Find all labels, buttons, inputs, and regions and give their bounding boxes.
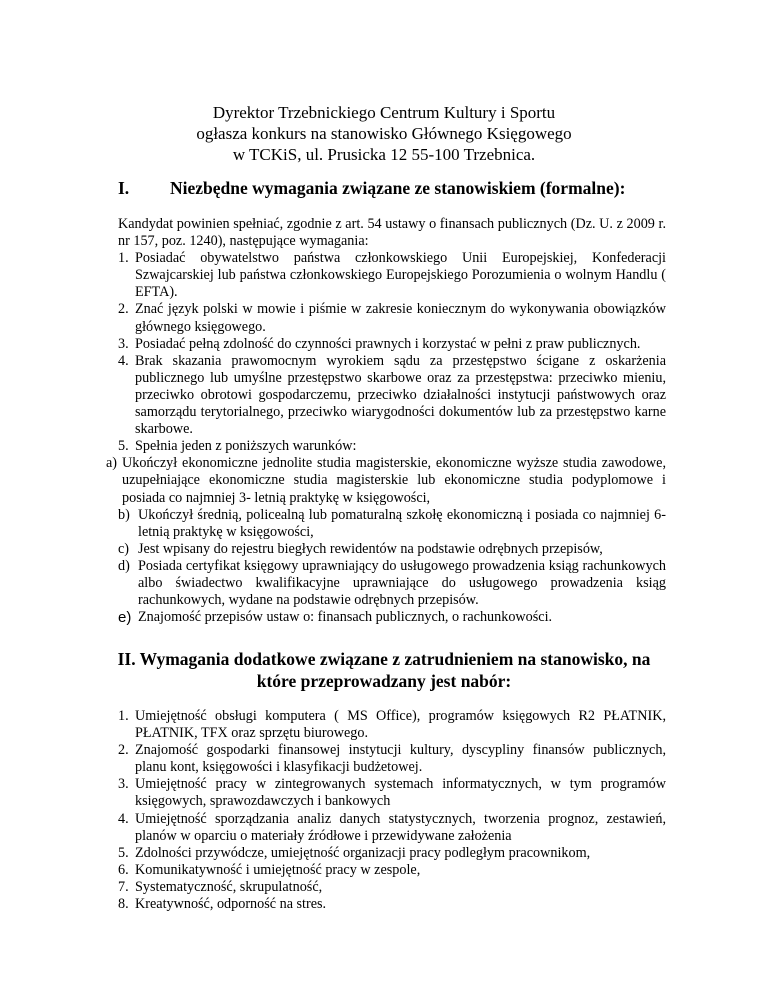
section-1-heading [118,178,625,199]
list-item-text: Posiadać obywatelstwo państwa członkowskiego Unii Europejskiej, Konfederacji Szwajcarskiej lub państwa członkowskiego Europejskiego Porozumienia o wolnym Handlu ( EFTA). [135,250,666,301]
sublist-item-text: Znajomość przepisów ustaw o: finansach publicznych, o rachunkowości. [138,609,553,626]
list-marker: 4. [118,810,129,827]
list-marker: 5. [118,438,129,455]
list-item [118,250,666,301]
list-item [118,811,666,845]
sublist-item-text: Ukończył średnią, policealną lub pomaturalną szkołę ekonomiczną i posiada co najmniej 6- letnią praktykę w księgowości, [138,506,666,540]
list-item-text: Znać język polski w mowie i piśmie w zakresie koniecznym do wykonywania obowiązków głównego księgowego. [135,301,666,335]
list-item [118,845,666,862]
section-1-title: Niezbędne wymagania związane ze stanowiskiem (formalne): [170,178,626,198]
sublist-item [118,609,666,626]
sublist-item-text: Jest wpisany do rejestru biegłych rewidentów na podstawie odrębnych przepisów, [138,540,603,557]
list-item-text: Brak skazania prawomocnym wyrokiem sądu za przestępstwo ścigane z oskarżenia publicznego lub umyślne przestępstwo skarbowe oraz za przestępstwa: przeciwko mieniu, przeciwko obrotowi gospodarczemu, przeciwko działalności instytucji państwowych oraz samorządu terytorialnego, przeciwko wiarygodności dokumentów lub za przestępstwo karne skarbowe. [135,352,666,438]
additional-requirements-list [118,708,666,913]
sublist-item [118,541,666,558]
list-marker: 7. [118,878,129,895]
section-1-body [106,216,666,627]
sublist-item [118,558,666,609]
list-marker: 3. [118,335,129,352]
sublist-marker: d) [118,557,130,574]
header-line-3: w TCKiS, ul. Prusicka 12 55-100 Trzebnica. [232,145,536,164]
section-1-intro: Kandydat powinien spełniać, zgodnie z art. 54 ustawy o finansach publicznych (Dz. U. z 2009 r. nr 157, poz. 1240), następujące wymagania: [118,216,666,250]
list-marker: 4. [118,352,129,369]
document-header [0,102,768,165]
sublist-item-text: Posiada certyfikat księgowy uprawniający do usługowego prowadzenia ksiąg rachunkowych albo świadectwo kwalifikacyjne uprawniające do usługowego prowadzenia ksiąg rachunkowych, wydane na podstawie odrębnych przepisów. [138,557,666,609]
requirements-list [118,250,666,455]
list-item-text: Umiejętność obsługi komputera ( MS Office), programów księgowych R2 PŁATNIK, PŁATNIK, TFX oraz sprzętu biurowego. [135,708,666,742]
list-item [118,353,666,438]
sublist-item [118,507,666,541]
sublist-item [106,455,666,506]
list-item-text: Kreatywność, odporność na stres. [135,896,327,913]
list-item-text: Posiadać pełną zdolność do czynności prawnych i korzystać w pełni z praw publicznych. [135,335,641,352]
header-line-1: Dyrektor Trzebnickiego Centrum Kultury i Sportu [212,103,556,122]
sublist-marker: c) [118,540,130,557]
list-item [118,879,666,896]
list-item-text: Spełnia jeden z poniższych warunków: [135,438,357,455]
list-marker: 5. [118,844,129,861]
sublist-marker: a) [106,455,118,472]
section-2-body [118,708,666,913]
section-2-heading: II. Wymagania dodatkowe związane z zatrudnieniem na stanowisko, na które przeprowadzany jest nabór: [117,649,651,691]
list-marker: 1. [118,708,129,724]
list-marker: 2. [118,301,129,318]
list-item [118,896,666,913]
sublist-marker: b) [118,506,130,523]
sublist-item-text: Ukończył ekonomiczne jednolite studia magisterskie, ekonomiczne wyższe studia zawodowe, uzupełniające ekonomiczne studia magisterskie lub ekonomiczne studia podyplomowe i posiada co najmniej 3- letnią praktykę w księgowości, [122,455,666,506]
section-1-number: I. [118,178,130,198]
list-item [118,776,666,810]
list-marker: 3. [118,776,129,793]
conditions-sublist [106,455,666,627]
list-item [118,438,666,455]
list-item-text: Umiejętność pracy w zintegrowanych systemach informatycznych, w tym programów księgowych, sprawozdawczych i bankowych [135,776,666,810]
list-item-text: Komunikatywność i umiejętność pracy w zespole, [135,861,421,878]
list-item [118,336,666,353]
list-item-text: Zdolności przywódcze, umiejętność organizacji pracy podległym pracownikom, [135,844,591,861]
list-marker: 8. [118,896,129,913]
list-item-text: Umiejętność sporządzania analiz danych statystycznych, tworzenia prognoz, zestawień, planów w oparciu o materiały źródłowe i przewidywane założenia [135,810,666,844]
list-item [118,862,666,879]
list-marker: 2. [118,742,129,759]
list-item-text: Znajomość gospodarki finansowej instytucji kultury, dyscypliny finansów publicznych, planu kont, księgowości i klasyfikacji budżetowej. [135,742,666,776]
list-item [118,742,666,776]
list-item [118,708,666,742]
list-marker: 6. [118,861,129,878]
list-item-text: Systematyczność, skrupulatność, [135,878,323,895]
list-item [118,301,666,335]
list-marker: 1. [118,250,129,267]
sublist-marker: e) [118,609,132,627]
header-line-2: ogłasza konkurs na stanowisko Głównego Księgowego [196,124,572,143]
